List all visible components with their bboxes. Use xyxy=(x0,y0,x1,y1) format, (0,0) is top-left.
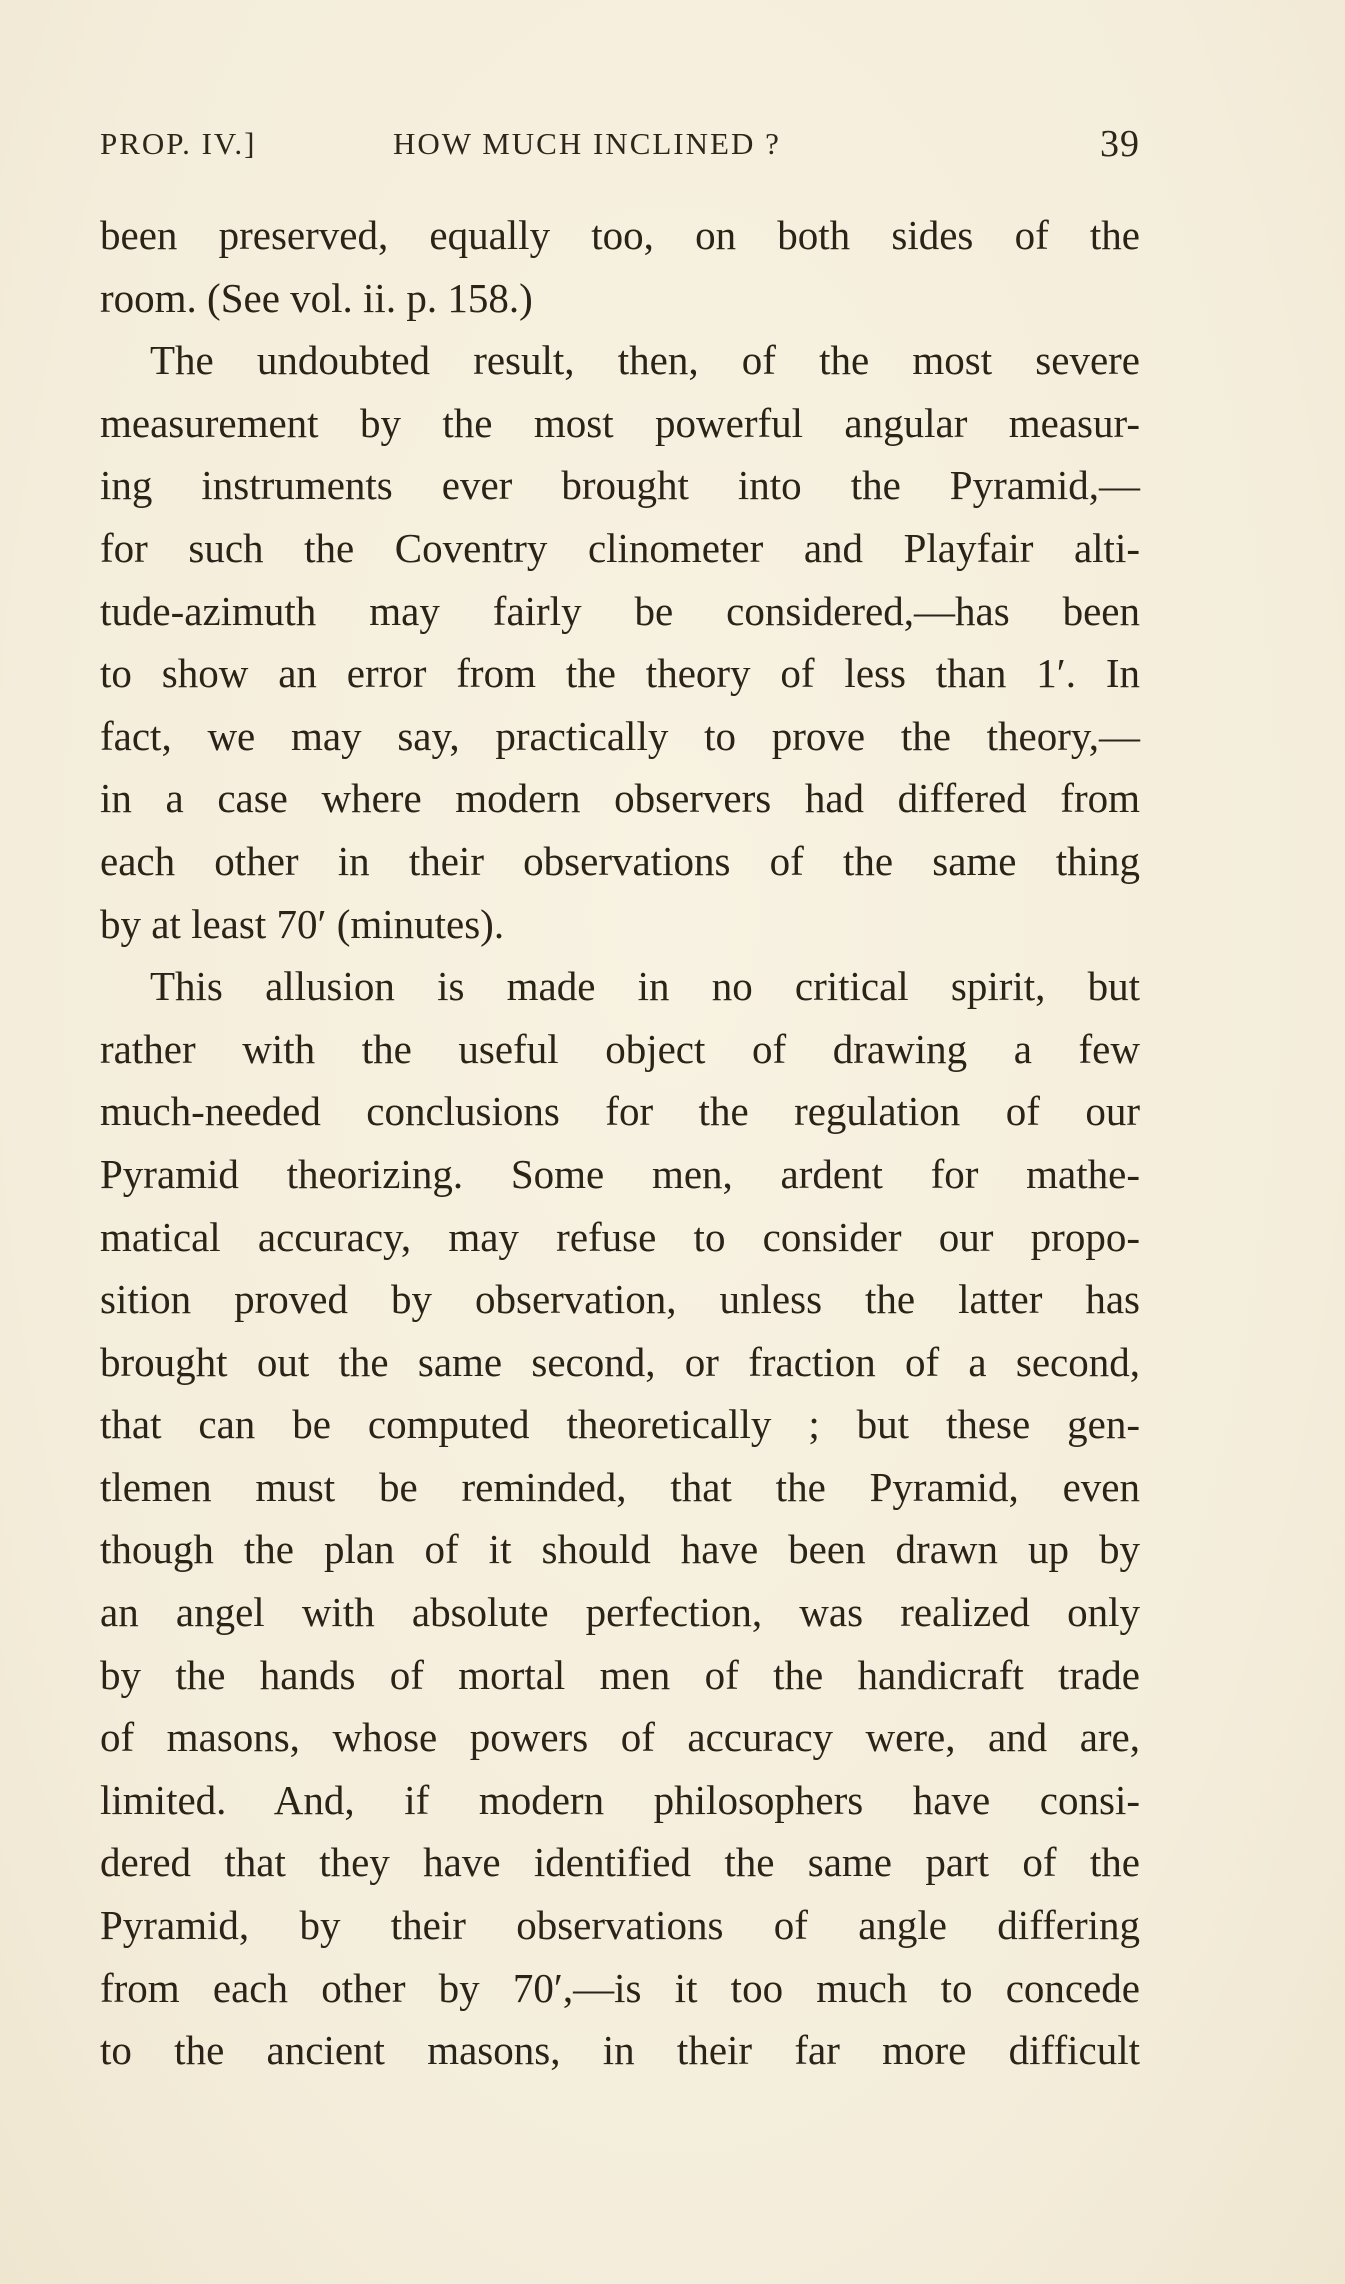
text-line: limited. And, if modern philosophers have consi- xyxy=(100,1776,1140,1823)
text-line: matical accuracy, may refuse to consider our propo- xyxy=(100,1213,1140,1260)
text-line: This allusion is made in no critical spirit, but xyxy=(150,963,1140,1010)
text-line: of masons, whose powers of accuracy were, and are, xyxy=(100,1714,1140,1761)
text-line: rather with the useful object of drawing a few xyxy=(100,1025,1140,1072)
text-line: tlemen must be reminded, that the Pyramid, even xyxy=(100,1463,1140,1510)
text-line: fact, we may say, practically to prove the theory,— xyxy=(100,712,1140,759)
running-head-section: PROP. IV.] xyxy=(100,126,257,161)
text-line: Pyramid theorizing. Some men, ardent for mathe- xyxy=(100,1150,1140,1197)
running-head xyxy=(100,123,1140,172)
text-line: The undoubted result, then, of the most severe xyxy=(150,337,1140,384)
text-line: dered that they have identified the same part of the xyxy=(100,1839,1140,1886)
text-line: each other in their observations of the same thing xyxy=(100,837,1140,884)
text-line: brought out the same second, or fraction of a second, xyxy=(100,1338,1140,1385)
text-line: by at least 70′ (minutes). xyxy=(100,900,505,947)
text-line: an angel with absolute perfection, was realized only xyxy=(100,1589,1140,1636)
text-line: room. (See vol. ii. p. 158.) xyxy=(100,274,533,321)
text-line: sition proved by observation, unless the latter has xyxy=(100,1276,1140,1323)
text-line: from each other by 70′,—is it too much to concede xyxy=(100,1964,1140,2011)
text-line: in a case where modern observers had differed from xyxy=(100,775,1140,822)
text-line: though the plan of it should have been drawn up by xyxy=(100,1526,1140,1573)
text-line: by the hands of mortal men of the handicraft trade xyxy=(100,1651,1140,1698)
text-line: to the ancient masons, in their far more difficult xyxy=(100,2027,1140,2074)
text-line: much-needed conclusions for the regulation of our xyxy=(100,1088,1140,1135)
text-line: for such the Coventry clinometer and Playfair alti- xyxy=(100,524,1140,571)
text-line: ing instruments ever brought into the Pyramid,— xyxy=(100,462,1140,509)
text-line: Pyramid, by their observations of angle differing xyxy=(100,1902,1140,1949)
text-line: that can be computed theoretically ; but these gen- xyxy=(100,1401,1140,1448)
running-head-title: HOW MUCH INCLINED ? xyxy=(393,126,781,161)
body-text xyxy=(100,204,1140,2082)
text-line: to show an error from the theory of less than 1′. In xyxy=(100,650,1140,697)
text-line: been preserved, equally too, on both sides of the xyxy=(100,212,1140,258)
text-line: tude-azimuth may fairly be considered,—has been xyxy=(100,587,1140,634)
page-number: 39 xyxy=(1100,123,1140,165)
text-line: measurement by the most powerful angular measur- xyxy=(100,399,1140,446)
